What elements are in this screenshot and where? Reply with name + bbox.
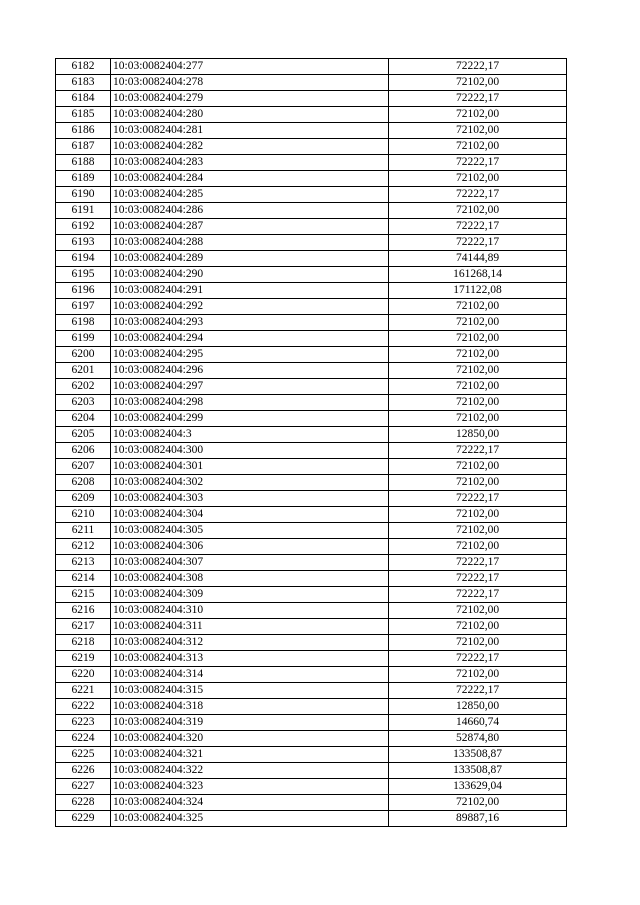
amount-cell: 14660,74	[389, 715, 567, 731]
table-row	[56, 283, 567, 299]
amount-cell: 72222,17	[389, 235, 567, 251]
table-row	[56, 651, 567, 667]
amount-cell: 12850,00	[389, 427, 567, 443]
table-body	[56, 59, 567, 827]
table-row	[56, 475, 567, 491]
cadastral-number-cell: 10:03:0082404:324	[111, 795, 389, 811]
cadastral-number-cell: 10:03:0082404:311	[111, 619, 389, 635]
row-number-cell: 6196	[56, 283, 111, 299]
row-number-cell: 6203	[56, 395, 111, 411]
table-row	[56, 59, 567, 75]
amount-cell: 72102,00	[389, 203, 567, 219]
table-row	[56, 315, 567, 331]
amount-cell: 72102,00	[389, 459, 567, 475]
cadastral-number-cell: 10:03:0082404:303	[111, 491, 389, 507]
table-row	[56, 331, 567, 347]
cadastral-number-cell: 10:03:0082404:320	[111, 731, 389, 747]
row-number-cell: 6185	[56, 107, 111, 123]
row-number-cell: 6222	[56, 699, 111, 715]
row-number-cell: 6207	[56, 459, 111, 475]
row-number-cell: 6211	[56, 523, 111, 539]
cadastral-number-cell: 10:03:0082404:323	[111, 779, 389, 795]
amount-cell: 133629,04	[389, 779, 567, 795]
row-number-cell: 6183	[56, 75, 111, 91]
row-number-cell: 6200	[56, 347, 111, 363]
cadastral-number-cell: 10:03:0082404:278	[111, 75, 389, 91]
row-number-cell: 6192	[56, 219, 111, 235]
cadastral-number-cell: 10:03:0082404:283	[111, 155, 389, 171]
amount-cell: 72102,00	[389, 395, 567, 411]
amount-cell: 72102,00	[389, 795, 567, 811]
amount-cell: 12850,00	[389, 699, 567, 715]
amount-cell: 72102,00	[389, 539, 567, 555]
cadastral-number-cell: 10:03:0082404:302	[111, 475, 389, 491]
row-number-cell: 6216	[56, 603, 111, 619]
cadastral-number-cell: 10:03:0082404:295	[111, 347, 389, 363]
cadastral-number-cell: 10:03:0082404:282	[111, 139, 389, 155]
row-number-cell: 6198	[56, 315, 111, 331]
amount-cell: 72102,00	[389, 603, 567, 619]
amount-cell: 72102,00	[389, 139, 567, 155]
row-number-cell: 6194	[56, 251, 111, 267]
cadastral-number-cell: 10:03:0082404:298	[111, 395, 389, 411]
table-row	[56, 139, 567, 155]
table-row	[56, 491, 567, 507]
amount-cell: 72102,00	[389, 331, 567, 347]
cadastral-number-cell: 10:03:0082404:322	[111, 763, 389, 779]
table-row	[56, 779, 567, 795]
amount-cell: 72222,17	[389, 187, 567, 203]
cadastral-number-cell: 10:03:0082404:297	[111, 379, 389, 395]
amount-cell: 72102,00	[389, 635, 567, 651]
cadastral-number-cell: 10:03:0082404:321	[111, 747, 389, 763]
amount-cell: 72222,17	[389, 683, 567, 699]
cadastral-number-cell: 10:03:0082404:284	[111, 171, 389, 187]
table-row	[56, 667, 567, 683]
amount-cell: 72102,00	[389, 363, 567, 379]
cadastral-number-cell: 10:03:0082404:314	[111, 667, 389, 683]
amount-cell: 72222,17	[389, 587, 567, 603]
amount-cell: 72102,00	[389, 171, 567, 187]
table-row	[56, 171, 567, 187]
cadastral-number-cell: 10:03:0082404:281	[111, 123, 389, 139]
cadastral-number-cell: 10:03:0082404:315	[111, 683, 389, 699]
row-number-cell: 6206	[56, 443, 111, 459]
amount-cell: 89887,16	[389, 811, 567, 827]
row-number-cell: 6195	[56, 267, 111, 283]
row-number-cell: 6224	[56, 731, 111, 747]
table-row	[56, 363, 567, 379]
cadastral-number-cell: 10:03:0082404:308	[111, 571, 389, 587]
cadastral-number-cell: 10:03:0082404:291	[111, 283, 389, 299]
amount-cell: 133508,87	[389, 763, 567, 779]
cadastral-number-cell: 10:03:0082404:280	[111, 107, 389, 123]
row-number-cell: 6217	[56, 619, 111, 635]
amount-cell: 72102,00	[389, 475, 567, 491]
cadastral-number-cell: 10:03:0082404:318	[111, 699, 389, 715]
amount-cell: 171122,08	[389, 283, 567, 299]
cadastral-number-cell: 10:03:0082404:309	[111, 587, 389, 603]
amount-cell: 72222,17	[389, 155, 567, 171]
row-number-cell: 6210	[56, 507, 111, 523]
row-number-cell: 6199	[56, 331, 111, 347]
cadastral-number-cell: 10:03:0082404:288	[111, 235, 389, 251]
row-number-cell: 6189	[56, 171, 111, 187]
amount-cell: 72222,17	[389, 571, 567, 587]
row-number-cell: 6187	[56, 139, 111, 155]
cadastral-number-cell: 10:03:0082404:304	[111, 507, 389, 523]
row-number-cell: 6228	[56, 795, 111, 811]
table-row	[56, 267, 567, 283]
row-number-cell: 6208	[56, 475, 111, 491]
table-row	[56, 379, 567, 395]
amount-cell: 72102,00	[389, 299, 567, 315]
cadastral-number-cell: 10:03:0082404:287	[111, 219, 389, 235]
table-row	[56, 539, 567, 555]
row-number-cell: 6226	[56, 763, 111, 779]
table-row	[56, 395, 567, 411]
cadastral-number-cell: 10:03:0082404:286	[111, 203, 389, 219]
row-number-cell: 6186	[56, 123, 111, 139]
row-number-cell: 6205	[56, 427, 111, 443]
amount-cell: 72222,17	[389, 555, 567, 571]
amount-cell: 72222,17	[389, 443, 567, 459]
table-row	[56, 635, 567, 651]
amount-cell: 72222,17	[389, 59, 567, 75]
table-row	[56, 571, 567, 587]
row-number-cell: 6213	[56, 555, 111, 571]
row-number-cell: 6221	[56, 683, 111, 699]
row-number-cell: 6184	[56, 91, 111, 107]
cadastral-number-cell: 10:03:0082404:310	[111, 603, 389, 619]
row-number-cell: 6227	[56, 779, 111, 795]
row-number-cell: 6219	[56, 651, 111, 667]
cadastral-number-cell: 10:03:0082404:296	[111, 363, 389, 379]
amount-cell: 72102,00	[389, 523, 567, 539]
table-row	[56, 347, 567, 363]
cadastral-number-cell: 10:03:0082404:312	[111, 635, 389, 651]
cadastral-number-cell: 10:03:0082404:306	[111, 539, 389, 555]
table-row	[56, 75, 567, 91]
row-number-cell: 6225	[56, 747, 111, 763]
amount-cell: 72222,17	[389, 219, 567, 235]
cadastral-number-cell: 10:03:0082404:313	[111, 651, 389, 667]
cadastral-number-cell: 10:03:0082404:301	[111, 459, 389, 475]
row-number-cell: 6214	[56, 571, 111, 587]
table-row	[56, 731, 567, 747]
amount-cell: 72222,17	[389, 91, 567, 107]
table-row	[56, 251, 567, 267]
amount-cell: 72102,00	[389, 379, 567, 395]
amount-cell: 72222,17	[389, 491, 567, 507]
row-number-cell: 6209	[56, 491, 111, 507]
row-number-cell: 6190	[56, 187, 111, 203]
row-number-cell: 6201	[56, 363, 111, 379]
cadastral-number-cell: 10:03:0082404:279	[111, 91, 389, 107]
row-number-cell: 6197	[56, 299, 111, 315]
table-row	[56, 619, 567, 635]
amount-cell: 72102,00	[389, 411, 567, 427]
cadastral-number-cell: 10:03:0082404:285	[111, 187, 389, 203]
cadastral-number-cell: 10:03:0082404:305	[111, 523, 389, 539]
amount-cell: 72102,00	[389, 123, 567, 139]
table-row	[56, 763, 567, 779]
row-number-cell: 6218	[56, 635, 111, 651]
cadastral-number-cell: 10:03:0082404:292	[111, 299, 389, 315]
table-row	[56, 507, 567, 523]
row-number-cell: 6215	[56, 587, 111, 603]
cadastral-number-cell: 10:03:0082404:300	[111, 443, 389, 459]
cadastral-number-cell: 10:03:0082404:294	[111, 331, 389, 347]
table-row	[56, 427, 567, 443]
table-row	[56, 795, 567, 811]
row-number-cell: 6191	[56, 203, 111, 219]
amount-cell: 72102,00	[389, 667, 567, 683]
table-row	[56, 107, 567, 123]
table-row	[56, 459, 567, 475]
table-row	[56, 219, 567, 235]
cadastral-number-cell: 10:03:0082404:325	[111, 811, 389, 827]
amount-cell: 72102,00	[389, 107, 567, 123]
row-number-cell: 6193	[56, 235, 111, 251]
table-row	[56, 155, 567, 171]
amount-cell: 72102,00	[389, 347, 567, 363]
cadastral-number-cell: 10:03:0082404:289	[111, 251, 389, 267]
cadastral-number-cell: 10:03:0082404:319	[111, 715, 389, 731]
amount-cell: 161268,14	[389, 267, 567, 283]
table-row	[56, 555, 567, 571]
table-row	[56, 715, 567, 731]
row-number-cell: 6220	[56, 667, 111, 683]
row-number-cell: 6223	[56, 715, 111, 731]
row-number-cell: 6188	[56, 155, 111, 171]
cadastral-number-cell: 10:03:0082404:290	[111, 267, 389, 283]
amount-cell: 72102,00	[389, 315, 567, 331]
amount-cell: 72222,17	[389, 651, 567, 667]
amount-cell: 74144,89	[389, 251, 567, 267]
table-row	[56, 523, 567, 539]
table-row	[56, 683, 567, 699]
cadastral-number-cell: 10:03:0082404:277	[111, 59, 389, 75]
table-row	[56, 747, 567, 763]
data-table	[55, 58, 567, 827]
table-row	[56, 587, 567, 603]
row-number-cell: 6229	[56, 811, 111, 827]
row-number-cell: 6202	[56, 379, 111, 395]
amount-cell: 72102,00	[389, 507, 567, 523]
table-row	[56, 203, 567, 219]
cadastral-number-cell: 10:03:0082404:3	[111, 427, 389, 443]
cadastral-number-cell: 10:03:0082404:307	[111, 555, 389, 571]
table-row	[56, 411, 567, 427]
amount-cell: 133508,87	[389, 747, 567, 763]
row-number-cell: 6204	[56, 411, 111, 427]
table-row	[56, 299, 567, 315]
row-number-cell: 6212	[56, 539, 111, 555]
table-row	[56, 811, 567, 827]
amount-cell: 72102,00	[389, 619, 567, 635]
cadastral-number-cell: 10:03:0082404:299	[111, 411, 389, 427]
table-row	[56, 235, 567, 251]
table-row	[56, 603, 567, 619]
table-row	[56, 91, 567, 107]
row-number-cell: 6182	[56, 59, 111, 75]
cadastral-number-cell: 10:03:0082404:293	[111, 315, 389, 331]
table-row	[56, 443, 567, 459]
amount-cell: 52874,80	[389, 731, 567, 747]
amount-cell: 72102,00	[389, 75, 567, 91]
table-row	[56, 699, 567, 715]
table-row	[56, 187, 567, 203]
table-row	[56, 123, 567, 139]
